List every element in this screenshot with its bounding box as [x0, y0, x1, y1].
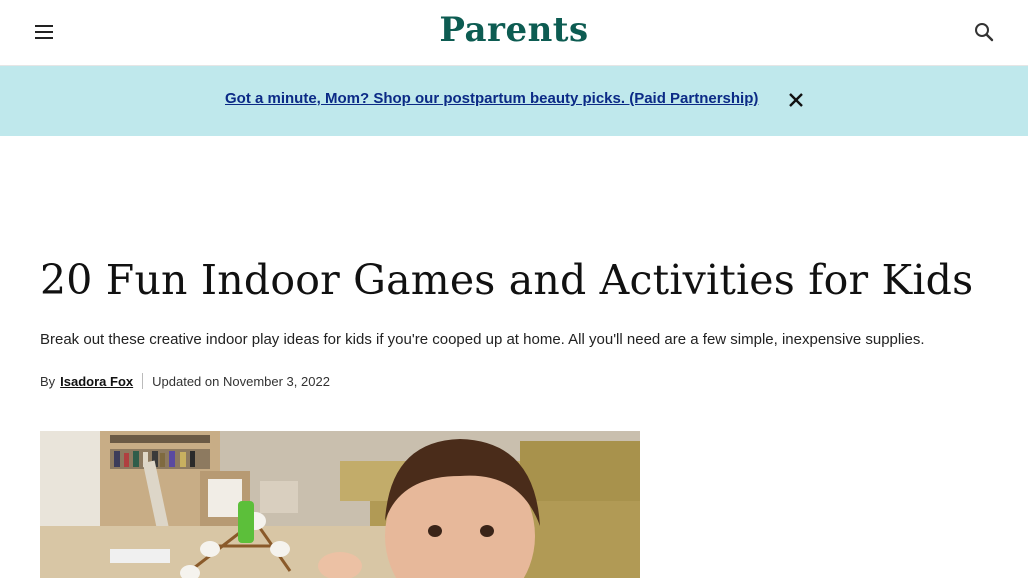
- site-logo-wrap: [0, 10, 1028, 50]
- article-subtitle: Break out these creative indoor play ideas for kids if you're cooped up at home. All you'll need are a few simple, inexpensive supplies.: [40, 331, 925, 348]
- close-icon: [789, 93, 803, 107]
- search-icon: [974, 22, 994, 42]
- search-button[interactable]: [968, 16, 1000, 48]
- article-byline: [40, 373, 330, 389]
- hero-image: [40, 431, 640, 578]
- byline-prefix: By: [40, 373, 56, 389]
- byline-divider: [142, 373, 143, 389]
- promo-banner-close-button[interactable]: [785, 89, 807, 111]
- site-logo[interactable]: Parents: [439, 10, 589, 50]
- hero-photo: [40, 431, 640, 578]
- updated-date: Updated on November 3, 2022: [152, 373, 330, 389]
- site-header: [0, 0, 1028, 66]
- promo-banner: [0, 66, 1028, 136]
- hamburger-menu-icon: [34, 25, 54, 39]
- article-title: 20 Fun Indoor Games and Activities for Kids: [40, 256, 974, 304]
- promo-banner-link[interactable]: Got a minute, Mom? Shop our postpartum beauty picks. (Paid Partnership): [225, 90, 759, 107]
- author-link[interactable]: Isadora Fox: [60, 373, 134, 389]
- menu-button[interactable]: [28, 16, 60, 48]
